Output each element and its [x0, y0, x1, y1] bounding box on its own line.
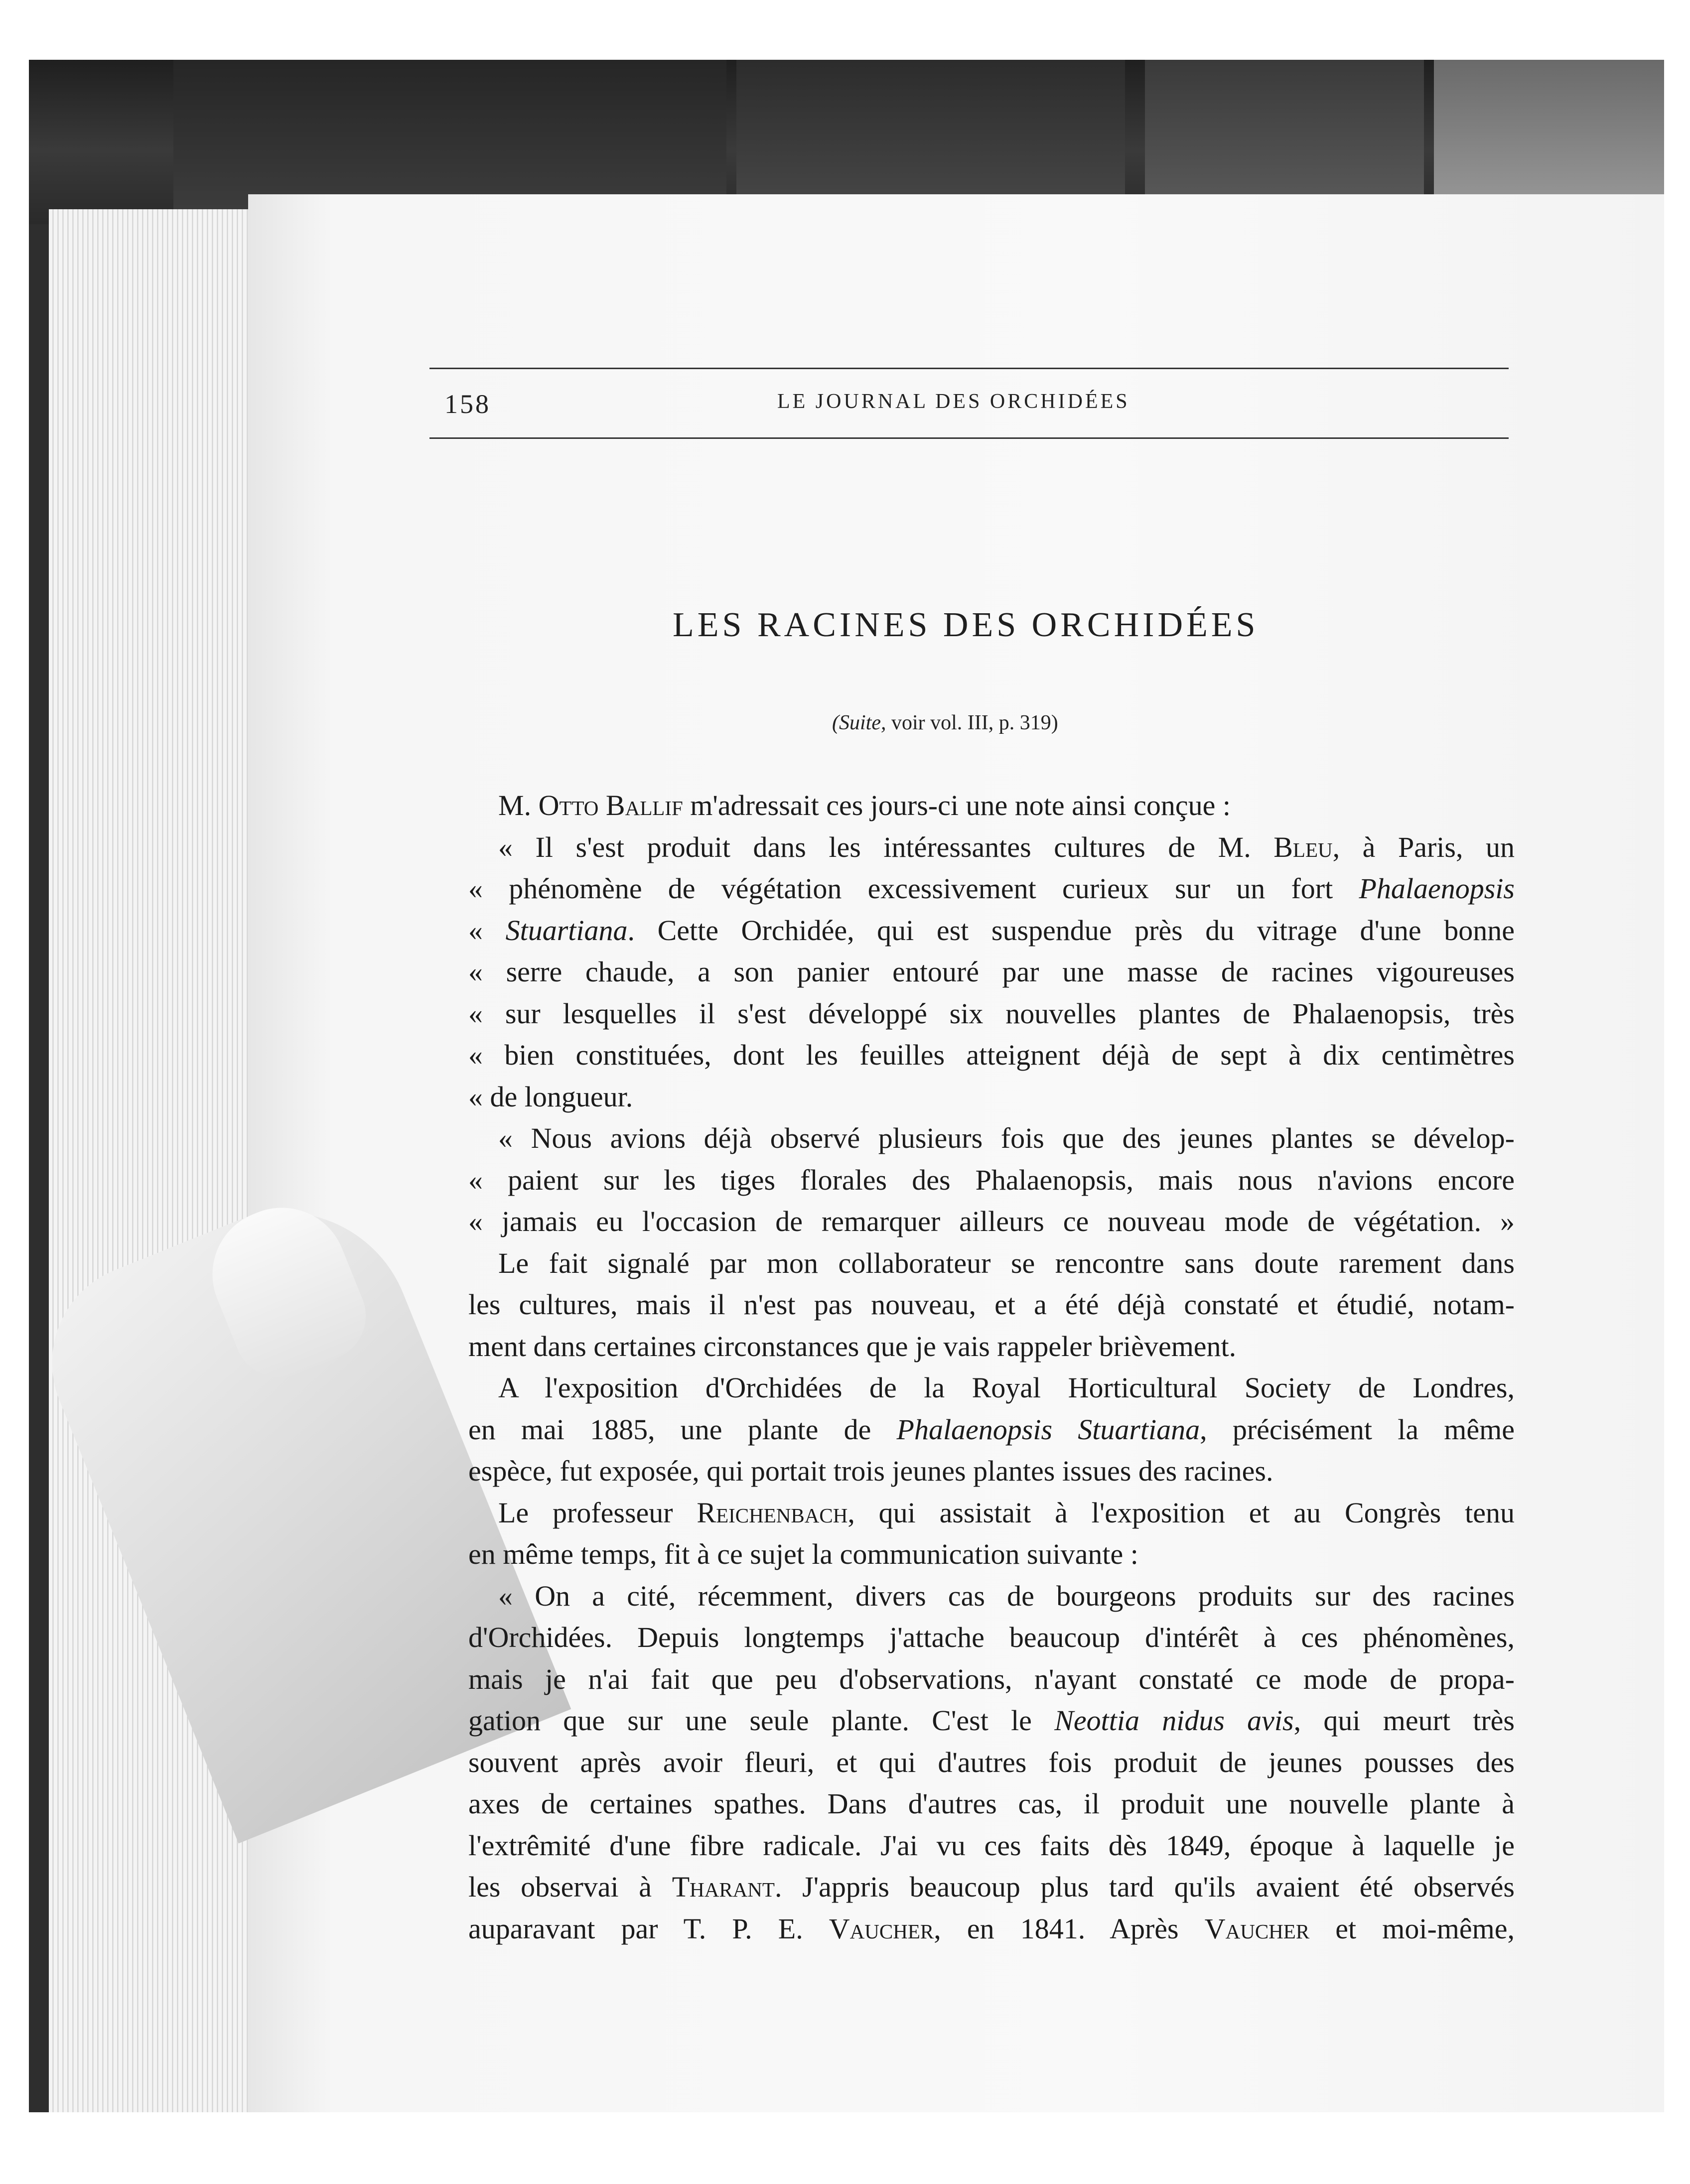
running-head: LE JOURNAL DES ORCHIDÉES: [777, 390, 1130, 413]
subtitle-rest: voir vol. III, p. 319): [886, 711, 1058, 734]
text-run: . J'appris beaucoup plus tard qu'ils avaient été observés: [774, 1871, 1515, 1903]
text-line: [468, 1866, 1515, 1908]
text-run: , précisément la même: [1200, 1413, 1515, 1446]
text-line: les cultures, mais il n'est pas nouveau, et a été déjà constaté et étudié, notam-: [468, 1288, 1515, 1321]
text-line: [468, 910, 1515, 952]
text-line: Le fait signalé par mon collaborateur se rencontre sans doute rarement dans: [498, 1246, 1515, 1279]
text-line: ment dans certaines circonstances que je vais rappeler brièvement.: [468, 1330, 1237, 1363]
subtitle-italic: (Suite,: [832, 711, 886, 734]
text-line: espèce, fut exposée, qui portait trois jeunes plantes issues des racines.: [468, 1455, 1273, 1487]
text-line: l'extrêmité d'une fibre radicale. J'ai vu ces faits dès 1849, époque à laquelle je: [468, 1829, 1515, 1862]
text-run: auparavant par T. P. E.: [468, 1912, 829, 1945]
text-run: , en 1841. Après: [934, 1912, 1205, 1945]
text-run: gation que sur une seule plante. C'est le: [468, 1704, 1055, 1737]
text-run: M.: [498, 789, 539, 821]
text-line: [468, 826, 1515, 868]
text-line: axes de certaines spathes. Dans d'autres cas, il produit une nouvelle plante à: [468, 1787, 1515, 1820]
text-line: [468, 1908, 1515, 1950]
header-rule-bottom: [429, 437, 1509, 439]
text-run: et moi-même,: [1309, 1912, 1515, 1945]
header-rule-top: [429, 368, 1509, 369]
text-line: « serre chaude, a son panier entouré par une masse de racines vigoureuses: [468, 956, 1515, 988]
person-name: Vaucher: [1204, 1912, 1310, 1945]
page-number: 158: [444, 389, 491, 419]
place-name: Tharant: [672, 1871, 775, 1903]
text-run: en mai 1885, une plante de: [468, 1413, 897, 1446]
text-line: d'Orchidées. Depuis longtemps j'attache beaucoup d'intérêt à ces phénomènes,: [468, 1621, 1515, 1653]
species-name: Neottia nidus avis: [1054, 1704, 1294, 1737]
text-run: , qui meurt très: [1293, 1704, 1515, 1737]
text-line: « Nous avions déjà observé plusieurs fois que des jeunes plantes se dévelop-: [498, 1122, 1515, 1154]
text-line: « paient sur les tiges florales des Phalaenopsis, mais nous n'avions encore: [468, 1163, 1515, 1196]
person-name: Reichenbach: [697, 1496, 848, 1529]
text-run: « phénomène de végétation excessivement curieux sur un fort: [468, 872, 1359, 905]
text-line: [468, 868, 1515, 910]
person-name: Vaucher: [829, 1912, 934, 1945]
text-run: les observai à: [468, 1871, 672, 1903]
text-line: [468, 785, 1515, 826]
text-line: « On a cité, récemment, divers cas de bourgeons produits sur des racines: [498, 1579, 1515, 1612]
article-title: LES RACINES DES ORCHIDÉES: [673, 606, 1259, 644]
text-line: « jamais eu l'occasion de remarquer ailleurs ce nouveau mode de végétation. »: [468, 1205, 1515, 1237]
text-run: , à Paris, un: [1332, 830, 1515, 863]
text-line: [468, 1492, 1515, 1534]
article-body: [468, 785, 1515, 1949]
text-line: [468, 1409, 1515, 1451]
text-run: . Cette Orchidée, qui est suspendue près du vitrage d'une bonne: [627, 914, 1515, 947]
text-run: «: [468, 914, 506, 947]
text-run: Le professeur: [498, 1496, 697, 1529]
background-book: [173, 60, 726, 209]
text-run: m'adressait ces jours-ci une note ainsi conçue :: [683, 789, 1231, 821]
background-book: [1145, 60, 1424, 209]
person-name: Bleu: [1273, 830, 1333, 863]
text-line: « sur lesquelles il s'est développé six nouvelles plantes de Phalaenopsis, très: [468, 997, 1515, 1030]
background-book: [1434, 60, 1664, 214]
species-name: Phalaenopsis Stuartiana: [896, 1413, 1200, 1446]
species-name: Stuartiana: [505, 914, 628, 947]
text-run: , qui assistait à l'exposition et au Congrès tenu: [847, 1496, 1515, 1529]
text-line: « bien constituées, dont les feuilles atteignent déjà de sept à dix centimètres: [468, 1039, 1515, 1071]
author-name: Otto Ballif: [538, 789, 683, 821]
text-line: [468, 1700, 1515, 1742]
text-line: A l'exposition d'Orchidées de la Royal Horticultural Society de Londres,: [498, 1371, 1515, 1404]
background-book: [736, 60, 1125, 209]
text-line: « de longueur.: [468, 1080, 633, 1113]
text-line: mais je n'ai fait que peu d'observations, n'ayant constaté ce mode de propa-: [468, 1662, 1515, 1695]
text-line: souvent après avoir fleuri, et qui d'autres fois produit de jeunes pousses des: [468, 1746, 1515, 1778]
text-line: en même temps, fit à ce sujet la communication suivante :: [468, 1538, 1138, 1570]
text-run: « Il s'est produit dans les intéressantes cultures de M.: [498, 830, 1274, 863]
species-name: Phalaenopsis: [1359, 872, 1515, 905]
article-subtitle: [832, 711, 1058, 735]
